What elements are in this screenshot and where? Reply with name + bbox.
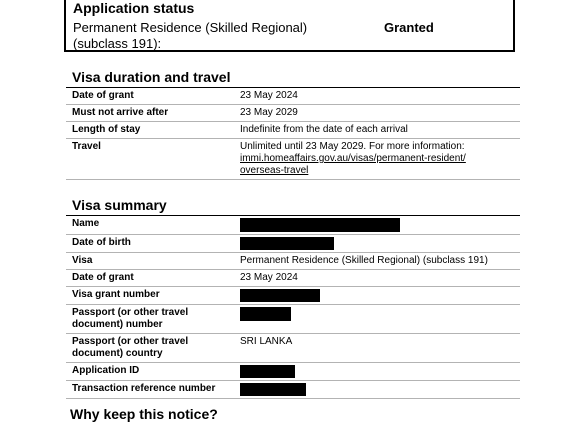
row-value: [236, 363, 520, 381]
table-row: [66, 216, 520, 235]
row-value: Indefinite from the date of each arrival: [236, 122, 520, 139]
redaction-bar: [240, 307, 291, 321]
row-label: Date of grant: [66, 270, 236, 287]
redaction-bar: [240, 237, 334, 250]
row-value: [236, 235, 520, 253]
row-label: Passport (or other travel document) number: [66, 305, 236, 334]
row-label: Name: [66, 216, 236, 235]
table-row: [66, 122, 520, 139]
row-label: Visa: [66, 253, 236, 270]
row-value: [236, 216, 520, 235]
row-label: Date of grant: [66, 88, 236, 105]
visa-duration-heading: Visa duration and travel: [72, 69, 231, 85]
visa-summary-heading: Visa summary: [72, 197, 167, 213]
row-label: Length of stay: [66, 122, 236, 139]
table-row: [66, 287, 520, 305]
redaction-bar: [240, 383, 306, 396]
row-value: 23 May 2029: [236, 105, 520, 122]
row-label: Application ID: [66, 363, 236, 381]
visa-summary-table: [66, 216, 520, 399]
table-row: [66, 381, 520, 399]
why-keep-notice-heading: Why keep this notice?: [70, 406, 218, 422]
application-status-value: Granted: [384, 20, 434, 35]
row-label: Date of birth: [66, 235, 236, 253]
application-status-box: [64, 0, 515, 52]
table-row: [66, 363, 520, 381]
row-value: Permanent Residence (Skilled Regional) (subclass 191): [236, 253, 520, 270]
application-status-visa-name: Permanent Residence (Skilled Regional) (subclass 191):: [73, 20, 308, 51]
application-status-heading: Application status: [73, 0, 195, 16]
row-value: [236, 287, 520, 305]
travel-info-link-continued[interactable]: overseas-travel: [240, 165, 309, 176]
row-value: [236, 139, 520, 180]
row-label: Passport (or other travel document) country: [66, 334, 236, 363]
table-row: [66, 253, 520, 270]
row-value: SRI LANKA: [236, 334, 520, 363]
travel-text: Unlimited until 23 May 2029. For more information:: [240, 141, 465, 152]
table-row: [66, 235, 520, 253]
row-value: [236, 305, 520, 334]
row-value: [236, 381, 520, 399]
table-row: [66, 139, 520, 180]
table-row: [66, 105, 520, 122]
table-row: [66, 270, 520, 287]
travel-info-link[interactable]: immi.homeaffairs.gov.au/visas/permanent-resident/: [240, 153, 466, 164]
redaction-bar: [240, 218, 400, 232]
row-label: Visa grant number: [66, 287, 236, 305]
row-value: 23 May 2024: [236, 270, 520, 287]
row-label: Travel: [66, 139, 236, 180]
row-value: 23 May 2024: [236, 88, 520, 105]
table-row: [66, 88, 520, 105]
redaction-bar: [240, 365, 295, 378]
row-label: Transaction reference number: [66, 381, 236, 399]
redaction-bar: [240, 289, 320, 302]
table-row: [66, 305, 520, 334]
visa-duration-table: [66, 88, 520, 180]
row-label: Must not arrive after: [66, 105, 236, 122]
table-row: [66, 334, 520, 363]
